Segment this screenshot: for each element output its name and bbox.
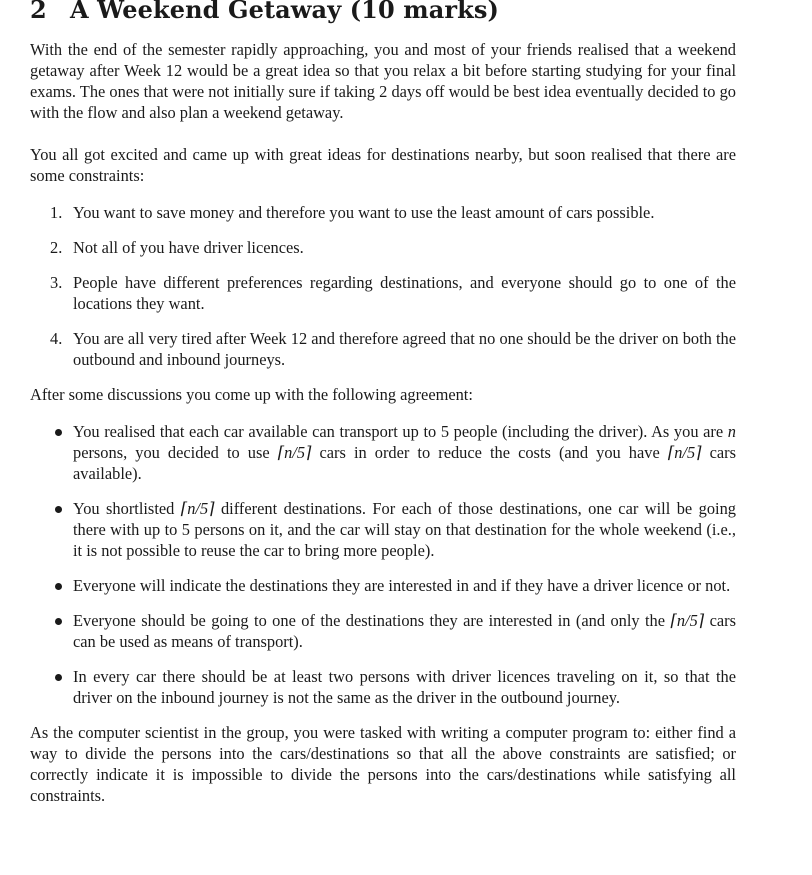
intro-paragraph: With the end of the semester rapidly approaching, you and most of your friends realised that a weekend getaway after Week 12 would be a great idea so that you relax a bit before starting studying for your final exams. The ones that were not initially sure if taking 2 days off would be best idea eventually decided to go with the flow and also plan a weekend getaway.	[30, 40, 736, 122]
section-number: 2	[30, 0, 47, 24]
math-ceil-n-over-5: ⌈n/5⌉	[277, 443, 312, 462]
agreement-list	[30, 421, 736, 708]
constraint-text: You are all very tired after Week 12 and therefore agreed that no one should be the driver on both the outbound and inbound journeys.	[73, 329, 736, 369]
bullet-icon	[55, 674, 62, 681]
bullet-icon	[55, 583, 62, 590]
constraint-text: You want to save money and therefore you want to use the least amount of cars possible.	[73, 203, 655, 222]
bullet-icon	[55, 506, 62, 513]
conclusion-paragraph: As the computer scientist in the group, you were tasked with writing a computer program to: either find a way to divide the persons into the cars/destinations so that all the above constraints are satisfied; or correctly indicate it is impossible to divide the persons into the cars/destinations while satisfying all constraints.	[30, 723, 736, 805]
constraint-text: People have different preferences regarding destinations, and everyone should go to one of the locations they want.	[73, 273, 736, 313]
agreement-text: cars in order to reduce the costs (and you have	[311, 443, 668, 462]
math-ceil-n-over-5: ⌈n/5⌉	[667, 443, 702, 462]
math-n: n	[727, 422, 736, 441]
agreement-text: cars available).	[73, 443, 737, 483]
section-heading	[30, 0, 736, 28]
agreement-item	[30, 421, 736, 484]
agreement-item	[30, 610, 736, 652]
bullet-icon	[55, 618, 62, 625]
agreement-item	[30, 575, 736, 596]
agreement-text: Everyone will indicate the destinations they are interested in and if they have a driver licence or not.	[73, 576, 731, 595]
bullet-icon	[55, 429, 62, 436]
constraint-text: Not all of you have driver licences.	[73, 238, 304, 257]
constraint-item	[30, 272, 736, 314]
math-ceil-n-over-5: ⌈n/5⌉	[670, 611, 705, 630]
constraints-list	[30, 202, 736, 370]
agreement-text: Everyone should be going to one of the destinations they are interested in (and only the	[73, 611, 671, 630]
agreement-item	[30, 666, 736, 708]
math-ceil-n-over-5: ⌈n/5⌉	[180, 499, 215, 518]
constraint-item	[30, 237, 736, 258]
section-title: A Weekend Getaway (10 marks)	[70, 0, 499, 24]
constraint-item	[30, 328, 736, 370]
document-page	[30, 0, 736, 806]
agreement-text: You shortlisted	[73, 499, 181, 518]
agreement-text: different destinations. For each of those destinations, one car will be going there with up to 5 persons on it, and the car will stay on that destination for the whole weekend (i.e., it is not possible to reuse the car to bring more people).	[73, 499, 736, 560]
constraints-intro-paragraph: You all got excited and came up with great ideas for destinations nearby, but soon realised that there are some constraints:	[30, 145, 736, 185]
agreement-text: persons, you decided to use	[73, 443, 278, 462]
agreement-intro-paragraph: After some discussions you come up with the following agreement:	[30, 385, 473, 404]
list-marker: 1.	[50, 203, 63, 222]
list-marker: 2.	[50, 238, 63, 257]
list-marker: 3.	[50, 273, 63, 292]
list-marker: 4.	[50, 329, 63, 348]
agreement-text: In every car there should be at least two persons with driver licences traveling on it, so that the driver on the inbound journey is not the same as the driver in the outbound journey.	[73, 667, 736, 707]
agreement-item	[30, 498, 736, 561]
constraint-item	[30, 202, 736, 223]
agreement-text: cars can be used as means of transport).	[73, 611, 736, 651]
agreement-text: You realised that each car available can transport up to 5 people (including the driver). As you are	[73, 422, 728, 441]
